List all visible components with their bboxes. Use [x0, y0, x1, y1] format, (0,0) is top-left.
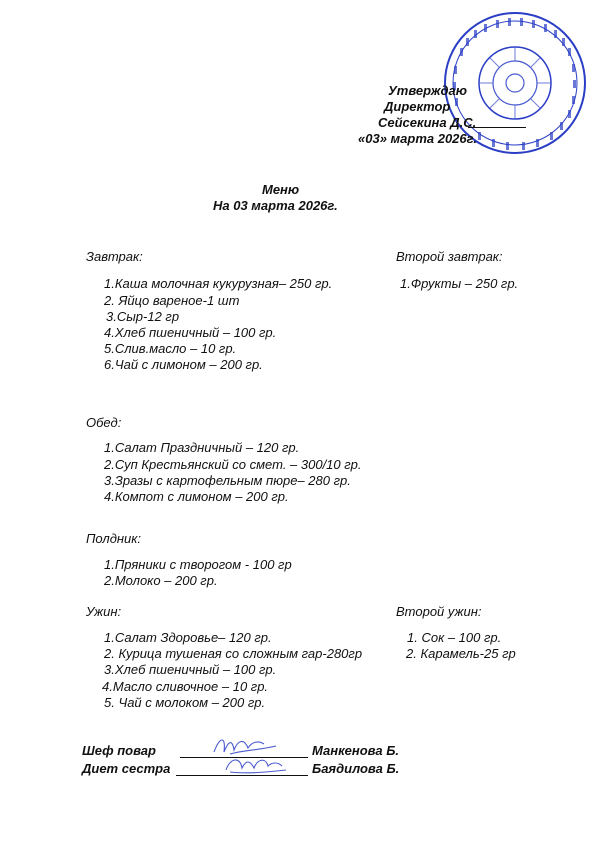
- approval-approve: Утверждаю: [388, 83, 467, 98]
- breakfast-item: 6.Чай с лимоном – 200 гр.: [104, 357, 263, 372]
- lunch-item: 4.Компот с лимоном – 200 гр.: [104, 489, 289, 504]
- approval-name: Сейсекина Д.С.: [378, 115, 477, 130]
- dinner-item: 5. Чай с молоком – 200 гр.: [104, 695, 266, 710]
- dinner-item: 1.Салат Здоровье– 120 гр.: [104, 630, 272, 645]
- breakfast-item: 5.Слив.масло – 10 гр.: [104, 341, 237, 356]
- approval-date: «03» марта 2026г.: [358, 131, 478, 146]
- approval-position: Директор: [384, 99, 451, 114]
- menu-date: На 03 марта 2026г.: [213, 198, 338, 213]
- second-breakfast-label: Второй завтрак:: [396, 249, 503, 264]
- approval-signature-line: [468, 127, 526, 128]
- snack-label: Полдник:: [86, 531, 142, 546]
- second-dinner-item: 2. Карамель-25 гр: [406, 646, 516, 661]
- snack-item: 2.Молоко – 200 гр.: [104, 573, 218, 588]
- lunch-item: 1.Салат Праздничный – 120 гр.: [104, 440, 300, 455]
- breakfast-label: Завтрак:: [86, 249, 143, 264]
- dinner-item: 2. Курица тушеная со сложным гар-280гр: [104, 646, 363, 661]
- breakfast-item: 3.Сыр-12 гр: [106, 309, 180, 324]
- nurse-handwritten-signature: [220, 752, 290, 776]
- nurse-role: Диет сестра: [82, 761, 171, 776]
- menu-title: Меню: [262, 182, 300, 197]
- dinner-label: Ужин:: [86, 604, 122, 619]
- dinner-item: 4.Масло сливочное – 10 гр.: [102, 679, 269, 694]
- breakfast-item: 1.Каша молочная кукурузная– 250 гр.: [104, 276, 333, 291]
- breakfast-item: 4.Хлеб пшеничный – 100 гр.: [104, 325, 277, 340]
- lunch-label: Обед:: [86, 415, 122, 430]
- chef-name: Манкенова Б.: [312, 743, 400, 758]
- second-dinner-item: 1. Сок – 100 гр.: [407, 630, 502, 645]
- chef-role: Шеф повар: [82, 743, 156, 758]
- lunch-item: 2.Суп Крестьянский со смет. – 300/10 гр.: [104, 457, 362, 472]
- nurse-name: Баядилова Б.: [312, 761, 400, 776]
- second-breakfast-item: 1.Фрукты – 250 гр.: [400, 276, 519, 291]
- dinner-item: 3.Хлеб пшеничный – 100 гр.: [104, 662, 277, 677]
- lunch-item: 3.Зразы с картофельным пюре– 280 гр.: [104, 473, 351, 488]
- breakfast-item: 2. Яйцо вареное-1 шт: [104, 293, 240, 308]
- snack-item: 1.Пряники с творогом - 100 гр: [104, 557, 292, 572]
- second-dinner-label: Второй ужин:: [396, 604, 482, 619]
